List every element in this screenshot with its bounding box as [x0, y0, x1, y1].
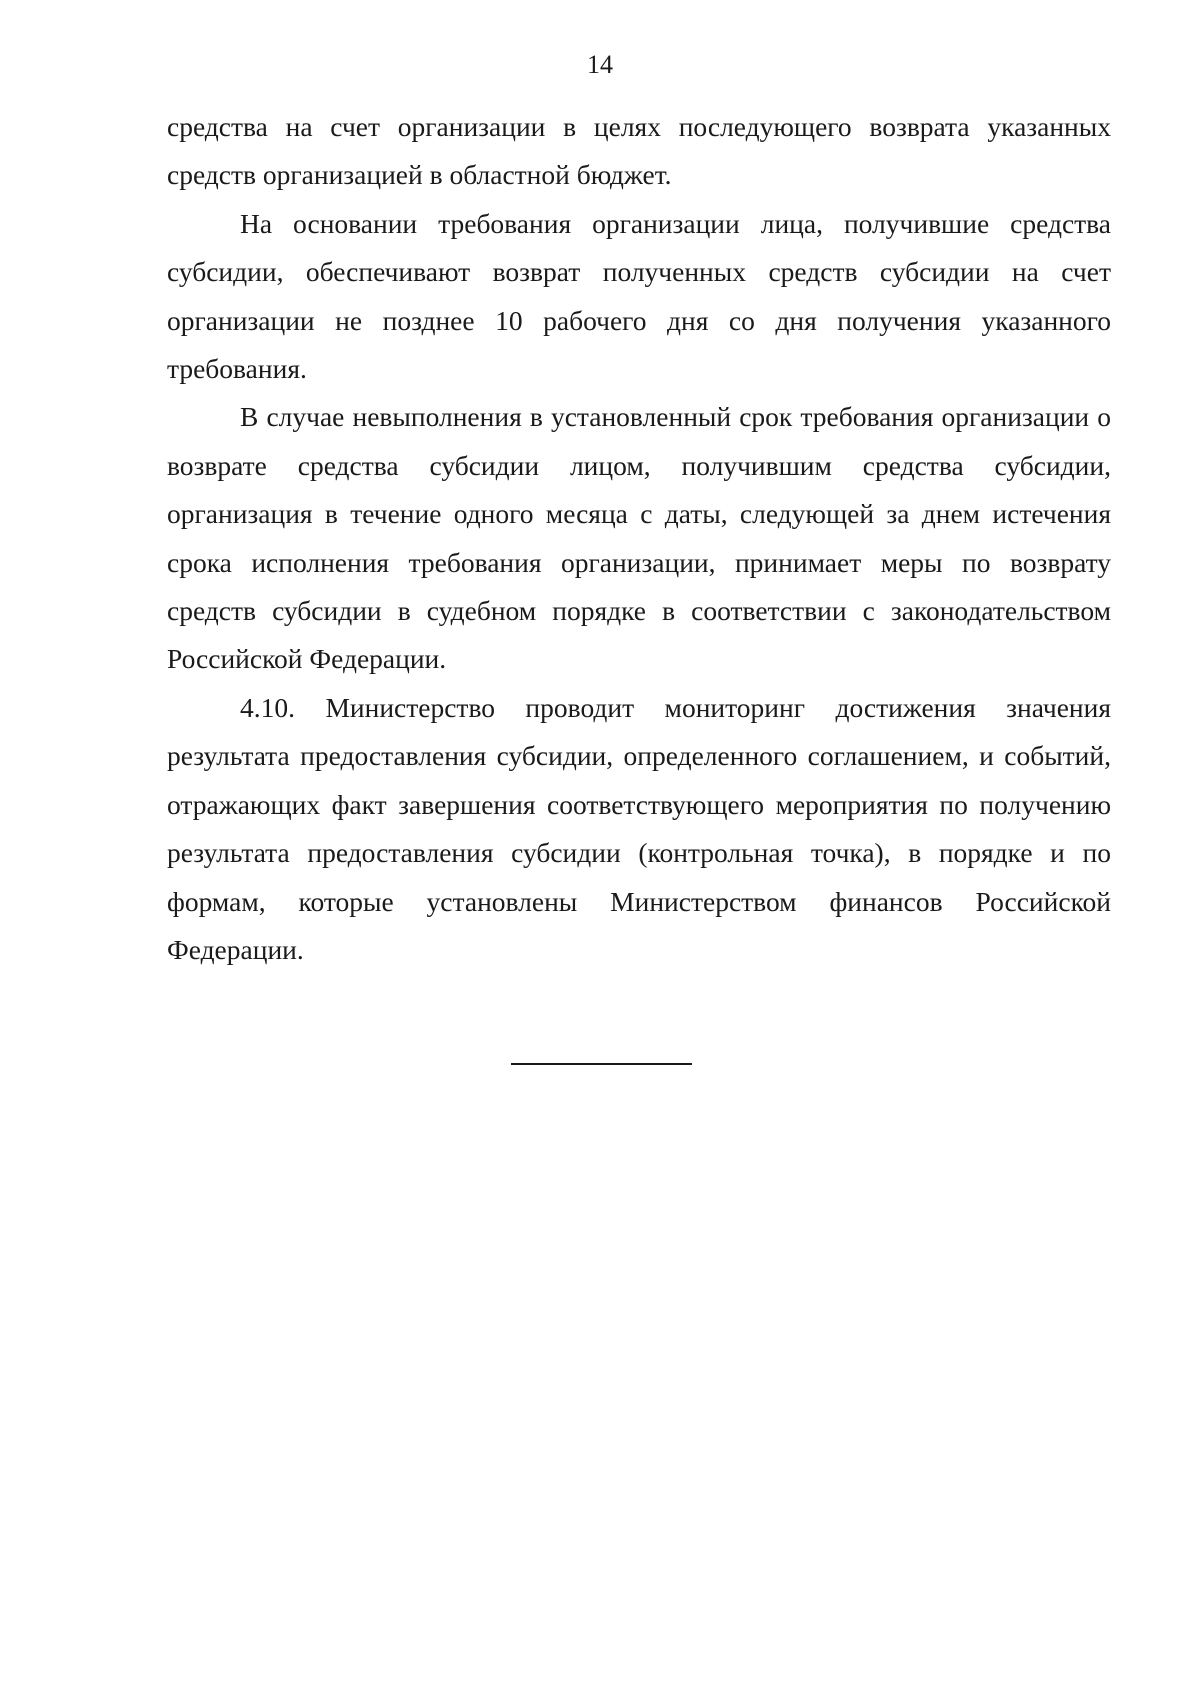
paragraph-4-10-monitoring: 4.10. Министерство проводит мониторинг достижения значения результата предоставления субсидии, определенного соглашением, и событий, отражающих факт завершения соответствующего мероприятия по получению результата предоставления субсидии (контрольная точка), в порядке и по формам, которые установлены Министерством финансов Российской Федерации. [167, 691, 1111, 965]
page-number: 14 [587, 50, 613, 79]
document-body [167, 103, 1111, 974]
paragraph-return-requirement: На основании требования организации лица, получившие средства субсидии, обеспечивают возврат полученных средств субсидии на счет организации не позднее 10 рабочего дня со дня получения указанного требования. [167, 207, 1111, 385]
paragraph-court-recovery: В случае невыполнения в установленный срок требования организации о возврате средства субсидии лицом, получившим средства субсидии, организация в течение одного месяца с даты, следующей за днем истечения срока исполнения требования организации, принимает меры по возврату средств субсидии в судебном порядке в соответствии с законодательством Российской Федерации. [167, 401, 1111, 675]
end-of-document-rule [511, 1063, 692, 1065]
paragraph-continuation: средства на счет организации в целях последующего возврата указанных средств организацией в областной бюджет. [167, 111, 1111, 191]
